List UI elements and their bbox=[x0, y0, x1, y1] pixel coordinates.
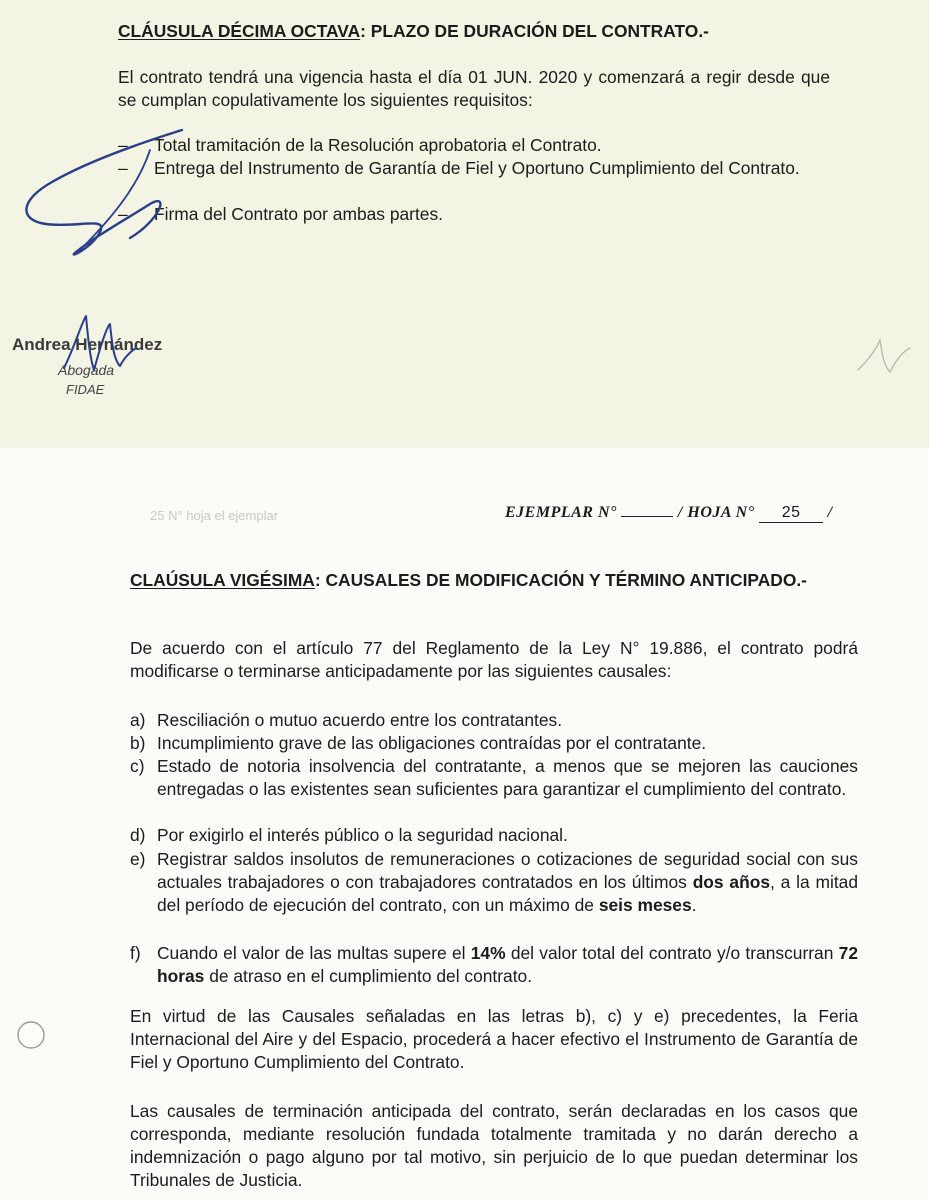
emphasis-72-horas: 72 horas bbox=[157, 943, 858, 986]
garantia-paragraph: En virtud de las Causales señaladas en las letras b), c) y e) precedentes, la Feria Internacional del Aire y del Espacio, procederá a hacer efectivo el Instrumento de Garantía de Fiel y Oportuno Cumplimiento del Contrato. bbox=[130, 1006, 858, 1072]
clause-18-intro: El contrato tendrá una vigencia hasta el día 01 JUN. 2020 y comenzará a regir desde que se cumplan copulativamente los siguientes requisitos: bbox=[118, 67, 830, 110]
causal-item bbox=[130, 824, 858, 847]
signer-name: Andrea Hernández bbox=[12, 335, 163, 354]
clause-18-title bbox=[118, 20, 818, 43]
causal-item bbox=[130, 732, 858, 755]
signer-role: Abogada bbox=[58, 362, 115, 378]
clause-18-title-label: CLÁUSULA DÉCIMA OCTAVA bbox=[118, 21, 361, 41]
punch-hole-icon bbox=[14, 1018, 48, 1052]
clause-20-title bbox=[130, 569, 858, 592]
document-page-bottom bbox=[0, 448, 929, 1200]
initials-icon bbox=[850, 330, 920, 390]
causal-text: Estado de notoria insolvencia del contratante, a menos que se mejoren las cauciones entregadas o las existentes sean suficientes para garantizar el cumplimiento del contrato. bbox=[157, 756, 858, 799]
requirement-item bbox=[118, 134, 830, 157]
bullet-marker: – bbox=[118, 204, 128, 224]
page-header bbox=[505, 504, 833, 523]
requirement-text: Entrega del Instrumento de Garantía de Fiel y Oportuno Cumplimiento del Contrato. bbox=[154, 158, 800, 178]
requirement-item bbox=[118, 203, 830, 226]
document-page-top bbox=[0, 0, 929, 448]
emphasis-seis-meses: seis meses bbox=[598, 895, 692, 915]
clause-18-title-rest: : PLAZO DE DURACIÓN DEL CONTRATO.- bbox=[360, 21, 709, 41]
terminacion-paragraph: Las causales de terminación anticipada del contrato, serán declaradas en los casos que corresponda, mediante resolución fundada totalmente tramitada y no darán derecho a indemnización o pago alguno por tal motivo, sin perjuicio de lo que puedan determinar los Tribunales de Justicia. bbox=[130, 1101, 858, 1190]
causal-text: Por exigirlo el interés público o la seguridad nacional. bbox=[157, 825, 568, 845]
causal-marker: b) bbox=[130, 733, 146, 753]
causal-item bbox=[130, 755, 858, 824]
hoja-label: / HOJA N° bbox=[677, 504, 755, 521]
header-end-slash: / bbox=[827, 504, 833, 521]
causal-text: Incumplimiento grave de las obligaciones contraídas por el contratante. bbox=[157, 733, 707, 753]
requirement-text: Total tramitación de la Resolución aprobatoria el Contrato. bbox=[154, 135, 602, 155]
causal-item bbox=[130, 848, 858, 940]
causal-marker: c) bbox=[130, 756, 145, 776]
bullet-marker: – bbox=[118, 135, 128, 155]
causal-text: Cuando el valor de las multas supere el 14% del valor total del contrato y/o transcurran 72 horas de atraso en el cumplimiento del contrato. bbox=[157, 943, 858, 986]
signer-org: FIDAE bbox=[66, 382, 105, 397]
requirement-item bbox=[118, 157, 830, 203]
bullet-marker: – bbox=[118, 158, 128, 178]
bleed-through-text: 25 N° hoja el ejemplar bbox=[150, 508, 279, 523]
hoja-value: 25 bbox=[759, 504, 823, 523]
requirement-text: Firma del Contrato por ambas partes. bbox=[154, 204, 444, 224]
emphasis-14-percent: 14% bbox=[470, 943, 506, 963]
causal-text: Resciliación o mutuo acuerdo entre los contratantes. bbox=[157, 710, 563, 730]
clause-20-intro: De acuerdo con el artículo 77 del Reglamento de la Ley N° 19.886, el contrato podrá modificarse o terminarse anticipadamente por las siguientes causales: bbox=[130, 638, 858, 681]
causal-text: Registrar saldos insolutos de remuneraciones o cotizaciones de seguridad social con sus actuales trabajadores o con trabajadores contratados en los últimos dos años, a la mitad del período de ejecución del contrato, con un máximo de seis meses. bbox=[157, 849, 859, 915]
causal-marker: a) bbox=[130, 710, 146, 730]
causal-marker: e) bbox=[130, 849, 146, 869]
causal-item bbox=[130, 942, 858, 988]
ejemplar-label: EJEMPLAR N° bbox=[505, 504, 617, 521]
causal-item bbox=[130, 709, 858, 732]
causal-marker: f) bbox=[130, 943, 141, 963]
emphasis-dos-anos: dos años bbox=[692, 872, 771, 892]
clause-20-title-label: CLAÚSULA VIGÉSIMA bbox=[130, 570, 315, 590]
causal-marker: d) bbox=[130, 825, 146, 845]
clause-20-title-rest: : CAUSALES DE MODIFICACIÓN Y TÉRMINO ANTICIPADO.- bbox=[314, 570, 807, 590]
ejemplar-value bbox=[621, 516, 673, 517]
